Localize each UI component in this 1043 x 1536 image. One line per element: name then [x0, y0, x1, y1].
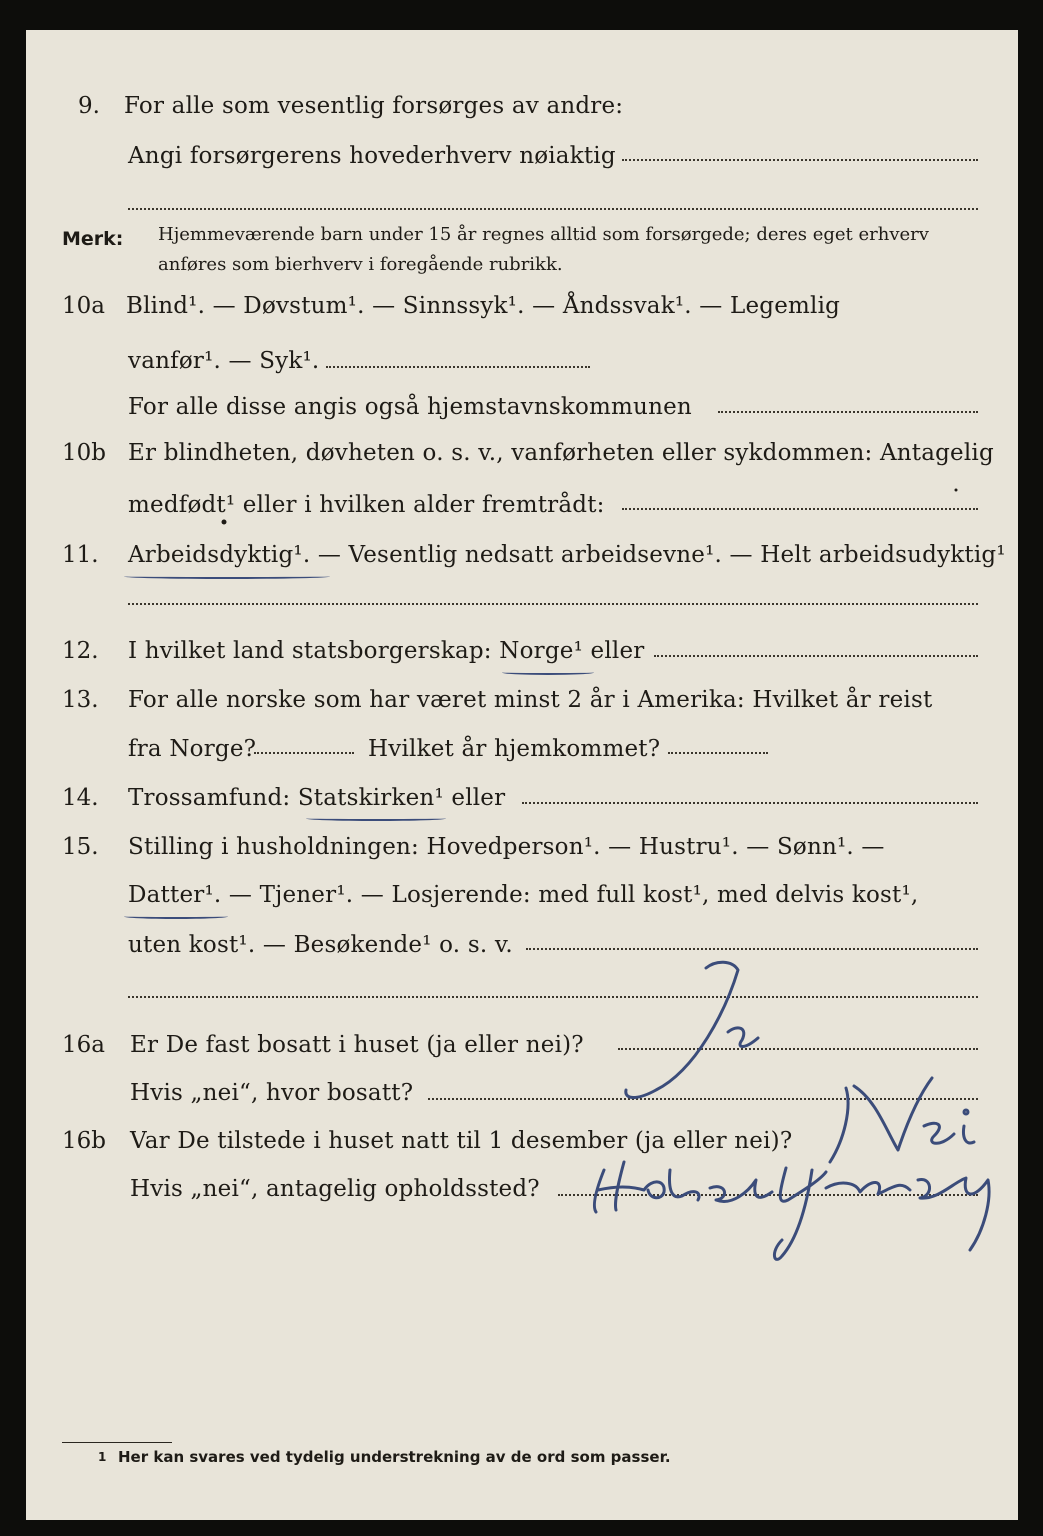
- option-arbeidsdyktig[interactable]: Arbeidsdyktig¹.: [128, 542, 311, 568]
- question-15-line-3: uten kost¹. — Besøkende¹ o. s. v.: [128, 932, 513, 958]
- question-number: 10b: [62, 440, 106, 466]
- note-text: Hjemmeværende barn under 15 år regnes alltid som forsørgede; deres eget erhverv anføres som bierhverv i foregående rubrikk.: [158, 224, 929, 275]
- question-15-line-1: Stilling i husholdningen: Hovedperson¹. — Hustru¹. — Sønn¹. —: [128, 834, 885, 860]
- question-number: 16b: [62, 1128, 106, 1154]
- question-number: 13.: [62, 687, 99, 713]
- footnote-text: Her kan svares ved tydelig understrekning av de ord som passer.: [118, 1448, 671, 1466]
- question-9-line-1: For alle som vesentlig forsørges av andre:: [124, 93, 624, 119]
- footnote-mark: 1: [98, 1450, 107, 1464]
- question-number: 11.: [62, 542, 99, 568]
- question-14-pre: Trossamfund:: [128, 785, 298, 811]
- handwriting-strokes: [26, 30, 1018, 1520]
- question-10a-line-1: Blind¹. — Døvstum¹. — Sinnssyk¹. — Åndssvak¹. — Legemlig: [126, 293, 841, 319]
- question-12-post: eller: [583, 638, 645, 664]
- question-9-line-2: Angi forsørgerens hovederhverv nøiaktig: [128, 143, 616, 169]
- note-label: Merk:: [62, 228, 124, 250]
- question-number: 15.: [62, 834, 99, 860]
- census-form-page: [26, 30, 1018, 1520]
- question-12-pre: I hvilket land statsborgerskap:: [128, 638, 500, 664]
- option-datter[interactable]: Datter¹.: [128, 882, 222, 908]
- question-number: 14.: [62, 785, 99, 811]
- question-number: 16a: [62, 1032, 105, 1058]
- question-number: 9.: [78, 93, 100, 119]
- question-16b-line-1: Var De tilstede i huset natt til 1 desember (ja eller nei)?: [130, 1128, 793, 1154]
- question-10b-line-2: medfødt¹ eller i hvilken alder fremtrådt:: [128, 492, 605, 518]
- question-11-rest: — Vesentlig nedsatt arbeidsevne¹. — Helt arbeidsudyktig¹: [310, 542, 1006, 568]
- question-number: 12.: [62, 638, 99, 664]
- question-16a-line-1: Er De fast bosatt i huset (ja eller nei)?: [130, 1032, 584, 1058]
- question-16b-line-2: Hvis „nei“, antagelig opholdssted?: [130, 1176, 540, 1202]
- footnote-rule: [62, 1442, 172, 1443]
- question-13-line-2a: fra Norge?: [128, 736, 257, 762]
- question-10a-line-3: For alle disse angis også hjemstavnskommunen: [128, 394, 692, 420]
- question-14-post: eller: [443, 785, 506, 811]
- option-statskirken[interactable]: Statskirken¹: [297, 785, 444, 811]
- question-15-line-2-rest: — Tjener¹. — Losjerende: med full kost¹, med delvis kost¹,: [221, 882, 919, 908]
- question-13-line-2b: Hvilket år hjemkommet?: [368, 736, 661, 762]
- question-number: 10a: [62, 293, 105, 319]
- question-13-line-1: For alle norske som har været minst 2 år i Amerika: Hvilket år reist: [128, 687, 933, 713]
- option-norge[interactable]: Norge¹: [499, 638, 584, 664]
- question-16a-line-2: Hvis „nei“, hvor bosatt?: [130, 1080, 414, 1106]
- question-10a-line-2: vanfør¹. — Syk¹.: [128, 348, 320, 374]
- question-10b-line-1: Er blindheten, døvheten o. s. v., vanførheten eller sykdommen: Antagelig: [128, 440, 994, 466]
